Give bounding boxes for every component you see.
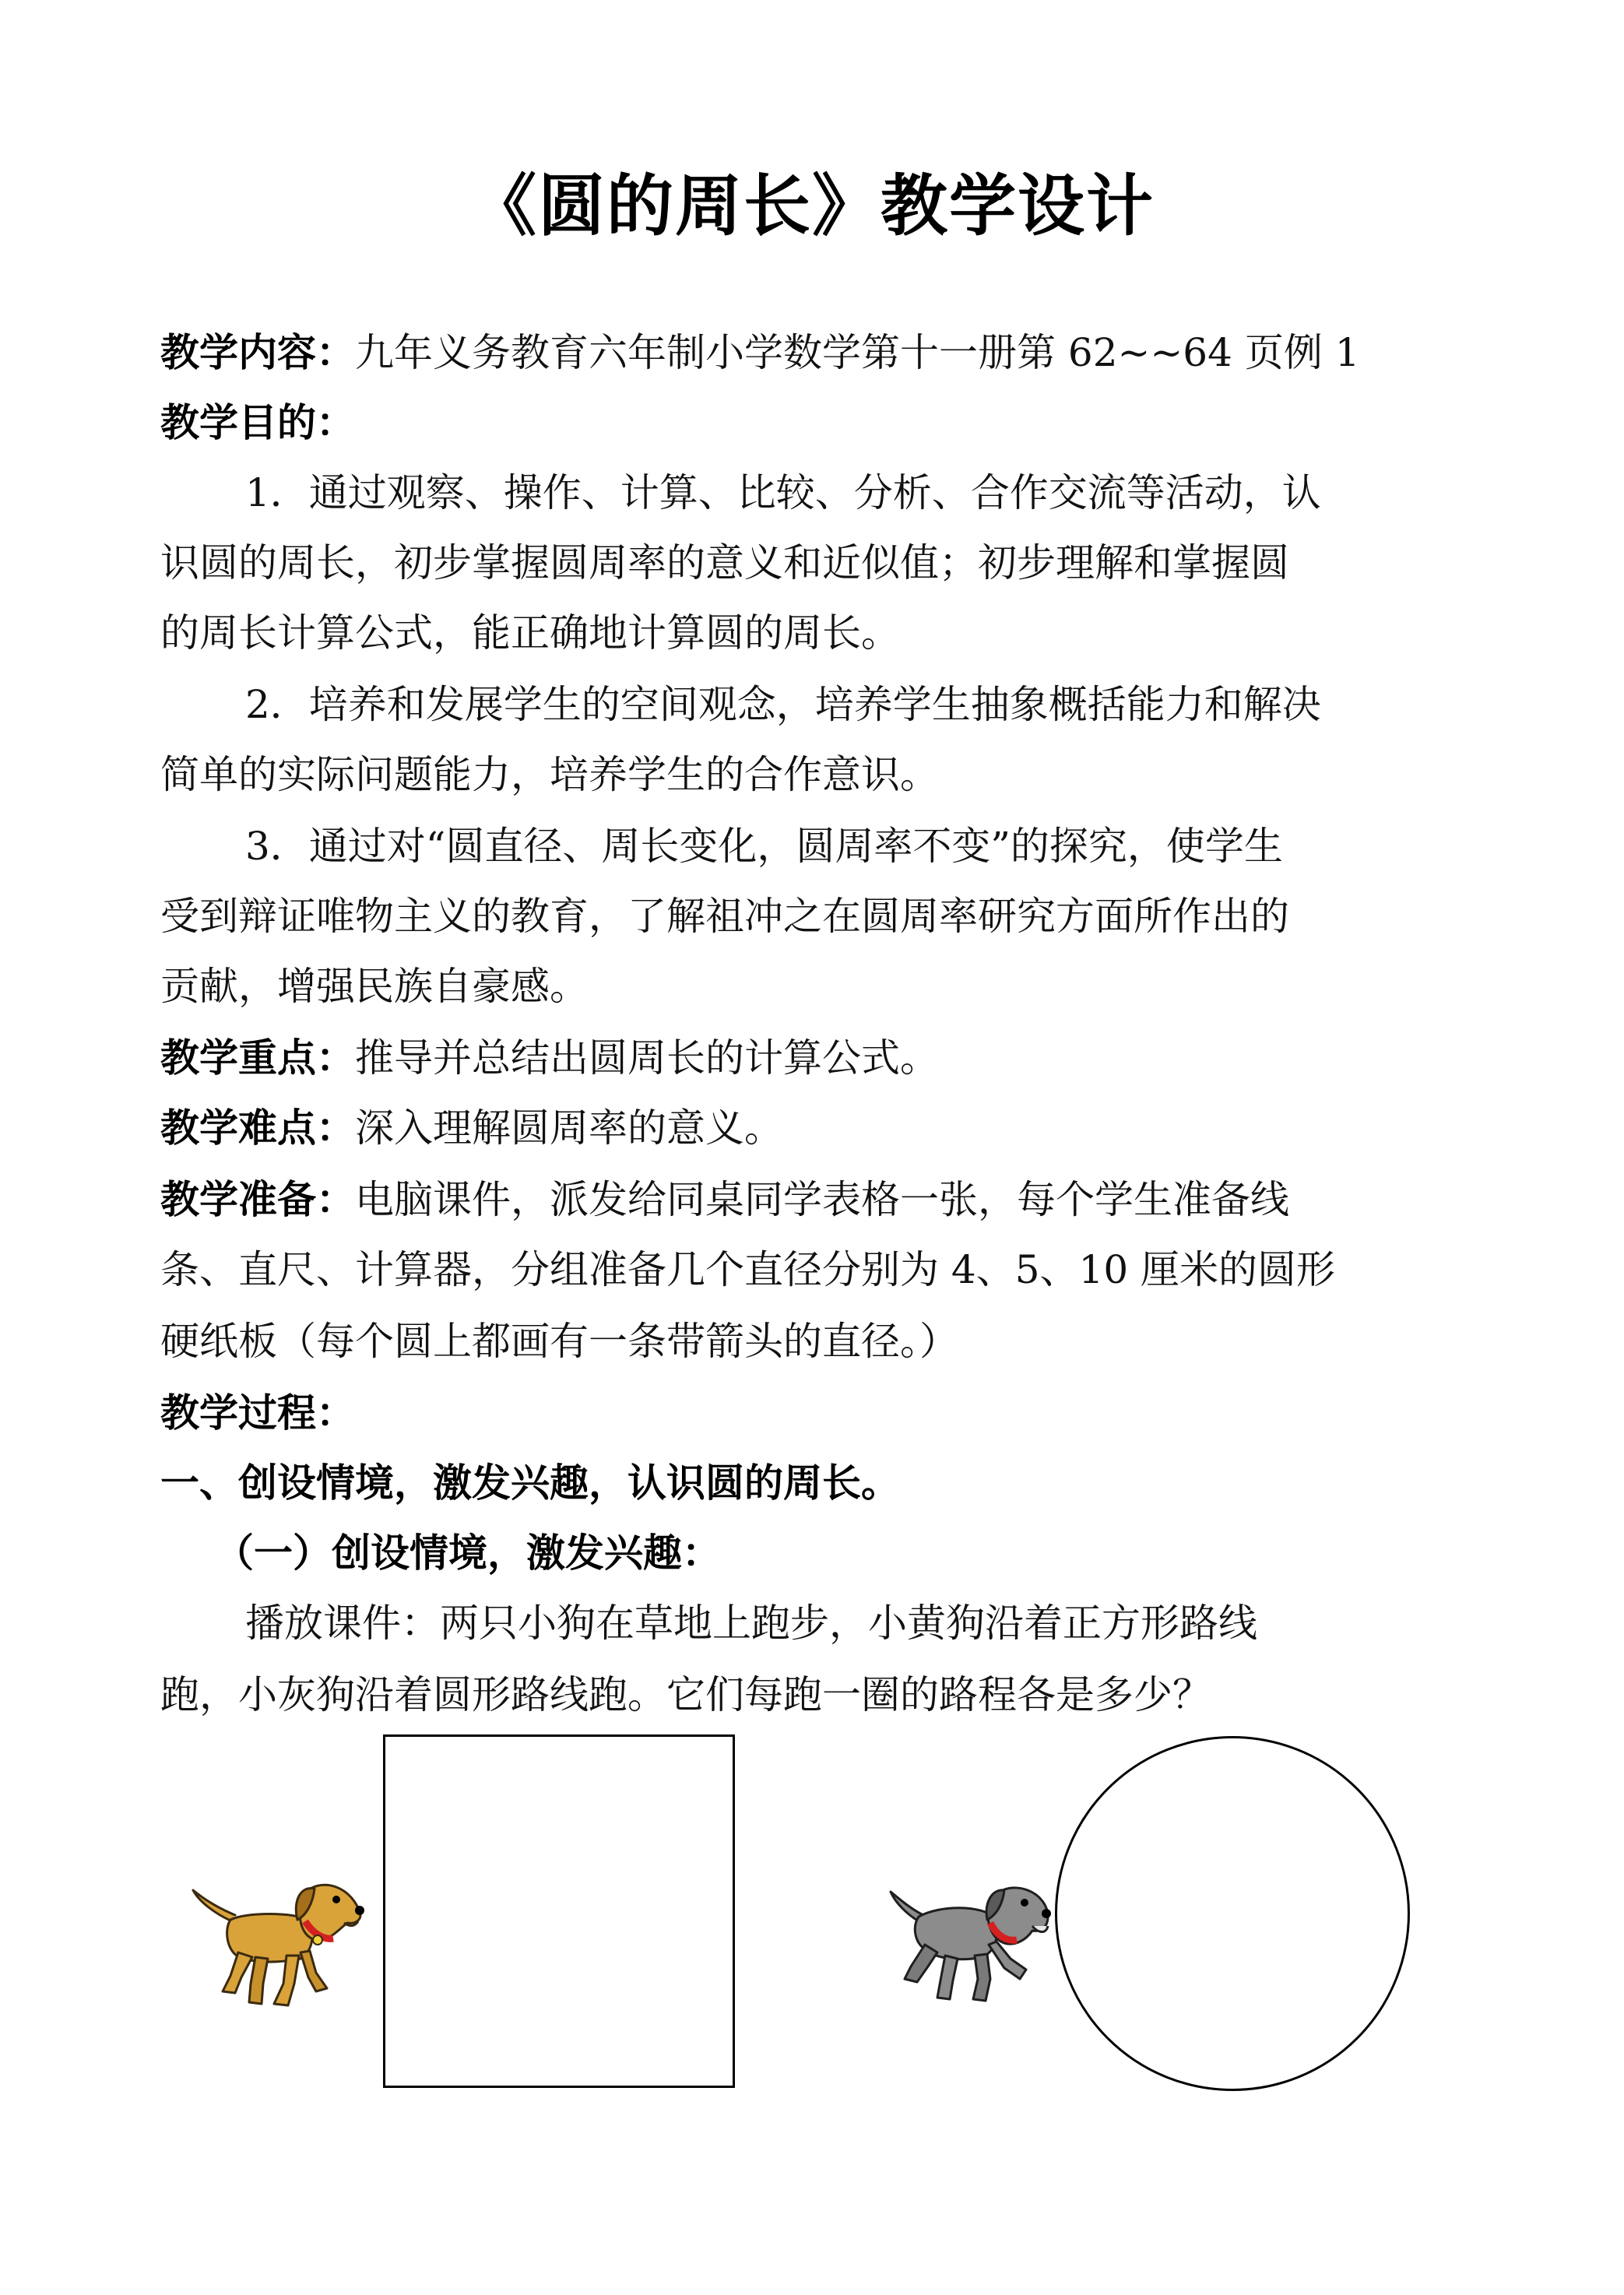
preparation-label: 教学准备： xyxy=(160,1177,355,1222)
objective-3-line-2: 受到辩证唯物主义的教育，了解祖冲之在圆周率研究方面所作出的 xyxy=(160,894,1289,939)
objectives-label: 教学目的： xyxy=(160,400,355,445)
objective-2-line-1: 2．培养和发展学生的空间观念，培养学生抽象概括能力和解决 xyxy=(245,682,1321,727)
preparation-line-1 xyxy=(160,1172,1289,1227)
yellow-dog-icon xyxy=(184,1875,364,2016)
key-point-line xyxy=(160,1031,939,1085)
scenario-line-1: 播放课件：两只小狗在草地上跑步，小黄狗沿着正方形路线 xyxy=(245,1601,1257,1646)
square-path xyxy=(383,1734,735,2088)
preparation-line-2: 条、直尺、计算器，分组准备几个直径分别为 4、5、10 厘米的圆形 xyxy=(160,1247,1336,1292)
objective-2-line-2: 简单的实际问题能力，培养学生的合作意识。 xyxy=(160,752,939,797)
objective-1-line-3: 的周长计算公式，能正确地计算圆的周长。 xyxy=(160,610,900,655)
grey-dog-icon xyxy=(888,1882,1051,2009)
preparation-line-3: 硬纸板（每个圆上都画有一条带箭头的直径。） xyxy=(160,1319,958,1364)
objective-3-line-3: 贡献，增强民族自豪感。 xyxy=(160,964,589,1009)
process-label: 教学过程： xyxy=(160,1390,355,1436)
page-title: 《圆的周长》教学设计 xyxy=(469,167,1155,245)
difficulty-label: 教学难点： xyxy=(160,1105,355,1151)
key-point-label: 教学重点： xyxy=(160,1035,355,1081)
teaching-content-text: 九年义务教育六年制小学数学第十一册第 62~~64 页例 1 xyxy=(355,330,1360,375)
difficulty-text: 深入理解圆周率的意义。 xyxy=(355,1105,783,1151)
process-heading xyxy=(160,1386,355,1440)
objective-1-line-1: 1．通过观察、操作、计算、比较、分析、合作交流等活动，认 xyxy=(245,470,1321,515)
section-1-heading: 一、创设情境，激发兴趣，认识圆的周长。 xyxy=(160,1460,900,1506)
teaching-content-label: 教学内容： xyxy=(160,330,355,375)
circle-path xyxy=(1055,1736,1410,2091)
preparation-text-1: 电脑课件，派发给同桌同学表格一张，每个学生准备线 xyxy=(355,1177,1289,1222)
difficulty-line xyxy=(160,1101,783,1155)
objectives-heading xyxy=(160,395,355,450)
scenario-line-2: 跑，小灰狗沿着圆形路线跑。它们每跑一圈的路程各是多少？ xyxy=(160,1672,1211,1717)
key-point-text: 推导并总结出圆周长的计算公式。 xyxy=(355,1035,939,1081)
objective-3-line-1: 3．通过对“圆直径、周长变化，圆周率不变”的探究，使学生 xyxy=(245,824,1283,869)
teaching-content-line xyxy=(160,325,1360,380)
subsection-1-heading: （一）创设情境，激发兴趣： xyxy=(215,1531,721,1576)
objective-1-line-2: 识圆的周长，初步掌握圆周率的意义和近似值；初步理解和掌握圆 xyxy=(160,540,1289,585)
